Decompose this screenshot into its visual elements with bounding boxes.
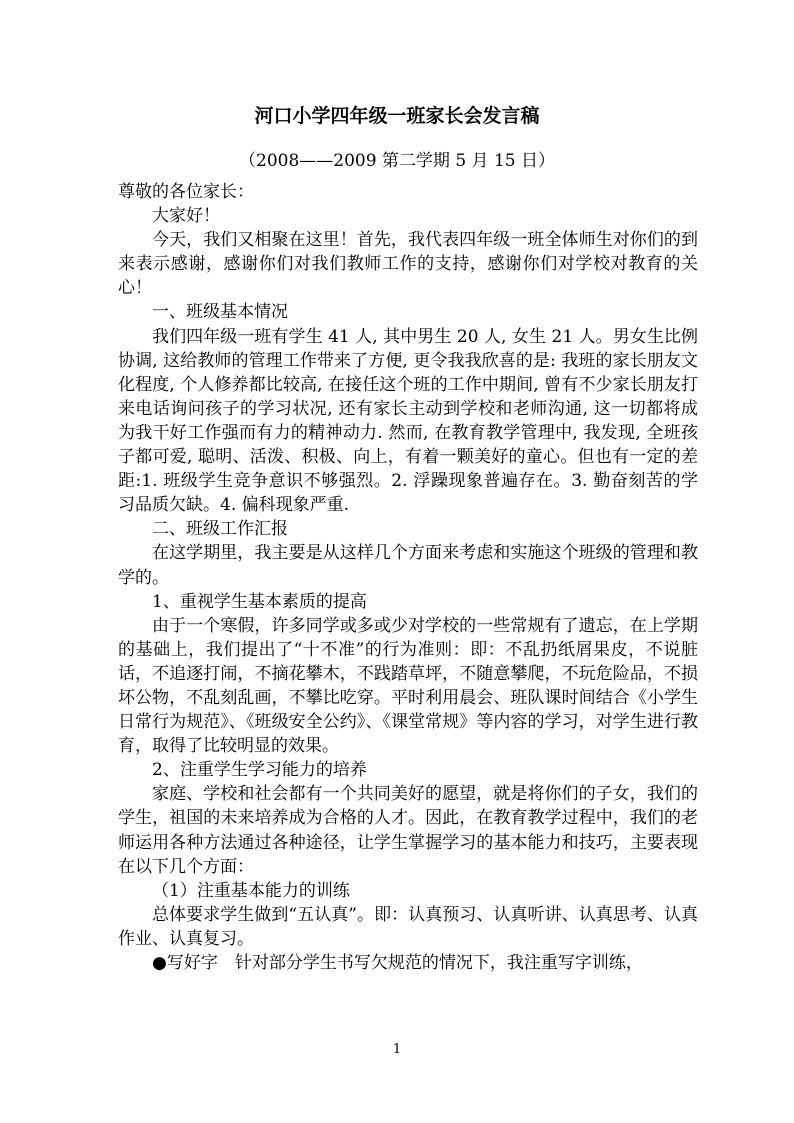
subsection-heading: （1）注重基本能力的训练 — [152, 880, 350, 901]
subsection-heading: 1、重视学生基本素质的提高 — [152, 591, 367, 612]
document-subtitle: （2008——2009 第二学期 5 月 15 日） — [239, 151, 555, 171]
section-heading: 一、班级基本情况 — [152, 302, 288, 323]
bullet-paragraph: ●写好字 针对部分学生书写欠规范的情况下，我注重写字训练， — [152, 953, 643, 973]
page-number: 1 — [392, 1042, 402, 1057]
body-paragraph: 家庭、学校和社会都有一个共同美好的愿望，就是将你们的子女，我们的学生，祖国的未来培养成为合格的人才。因此，在教育教学过程中，我们的老师运用各种方法通过各种途径，让学生掌握学习的基本能力和技巧，主要表现在以下几个方面： — [118, 784, 698, 877]
section-heading: 二、班级工作汇报 — [152, 519, 288, 540]
document-title: 河口小学四年级一班家长会发言稿 — [254, 105, 540, 127]
body-paragraph: 在这学期里，我主要是从这样几个方面来考虑和实施这个班级的管理和教学的。 — [118, 543, 698, 588]
body-paragraph: 我们四年级一班有学生 41 人, 其中男生 20 人, 女生 21 人。男女生比例协调, 这给教师的管理工作带来了方便, 更令我我欣喜的是: 我班的家长朋友文化程度, 个人修养都比较高, 在接任这个班的工作中期间, 曾有不少家长朋友打来电话询问孩子的学习状况, 还有家长主动到学校和老师沟通, 这一切都将成为我干好工作强而有力的精神动力. 然而, 在教育教学管理中, 我发现, 全班孩子都可爱, 聪明、活泼、积极、向上，有着一颗美好的童心。但也有一定的差距:1. 班级学生竞争意识不够强烈。2. 浮躁现象普遍存在。3. 勤奋刻苦的学习品质欠缺。4. 偏科现象严重. — [118, 326, 698, 516]
body-paragraph: 由于一个寒假，许多同学或多或少对学校的一些常规有了遗忘，在上学期的基础上，我们提出了“十不准”的行为准则：即：不乱扔纸屑果皮，不说脏话，不追逐打闹，不摘花攀木，不践踏草坪，不随意攀爬，不玩危险品，不损坏公物，不乱刻乱画，不攀比吃穿。平时利用晨会、班队课时间结合《小学生日常行为规范》、《班级安全公约》、《课堂常规》等内容的学习，对学生进行教育，取得了比较明显的效果。 — [118, 615, 698, 757]
greeting: 大家好！ — [152, 206, 220, 227]
document-body — [118, 180, 698, 975]
body-paragraph: 总体要求学生做到“五认真”。即：认真预习、认真听讲、认真思考、认真作业、认真复习。 — [118, 904, 698, 949]
subsection-heading: 2、注重学生学习能力的培养 — [152, 760, 367, 781]
salutation: 尊敬的各位家长： — [118, 182, 254, 202]
body-paragraph: 今天，我们又相聚在这里！首先，我代表四年级一班全体师生对你们的到来表示感谢，感谢你们对我们教师工作的支持，感谢你们对学校对教育的关心！ — [118, 230, 698, 299]
